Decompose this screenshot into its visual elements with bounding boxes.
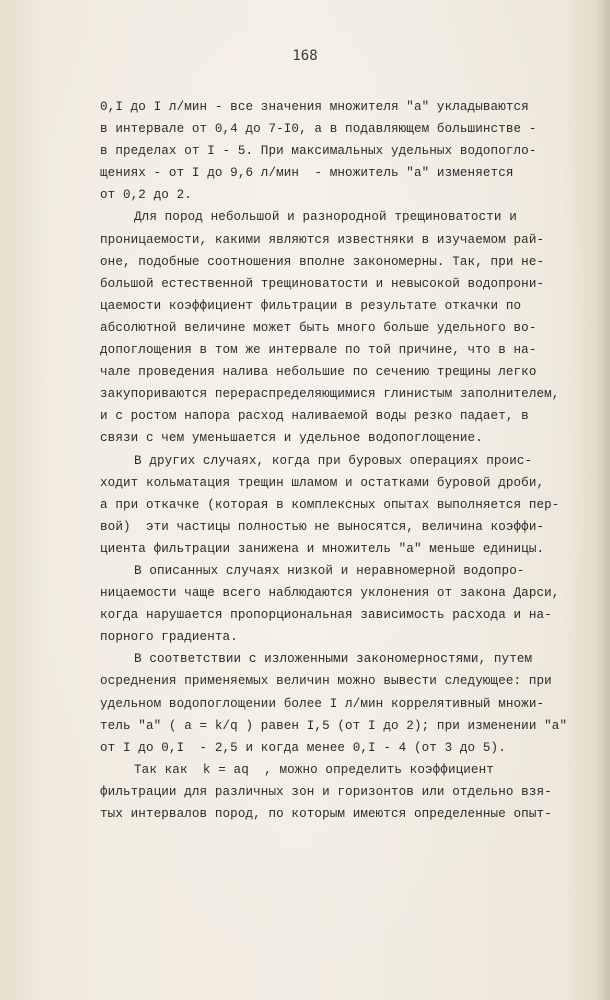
text-line: оне, подобные соотношения вполне закономерны. Так, при не- [100,254,545,269]
text-line: проницаемости, какими являются известняки в изучаемом рай- [100,232,545,247]
text-line: цаемости коэффициент фильтрации в результате откачки по [100,298,522,313]
text-line: и с ростом напора расход наливаемой воды резко падает, в [100,409,529,424]
text-line: В других случаях, когда при буровых операциях проис- [134,453,533,468]
text-line: в пределах от I - 5. При максимальных удельных водопогло- [100,144,537,159]
text-line: закупориваются перераспределяющимися глинистым заполнителем, [100,387,560,402]
text-line: в интервале от 0,4 до 7-I0, а в подавляющем большинстве - [100,122,537,137]
text-line: а при откачке (которая в комплексных опытах выполняется пер- [100,497,560,512]
text-line: ницаемости чаще всего наблюдаются уклонения от закона Дарси, [100,586,560,601]
text-line: вой) эти частицы полностью не выносятся, величина коэффи- [100,519,545,534]
text-line: Для пород небольшой и разнородной трещиноватости и [134,210,517,225]
text-line: В описанных случаях низкой и неравномерной водопро- [134,563,525,578]
text-line: осреднения применяемых величин можно вывести следующее: при [100,674,552,689]
text-line: от I до 0,I - 2,5 и когда менее 0,I - 4 (от 3 до 5). [100,740,506,755]
text-line: связи с чем уменьшается и удельное водопоглощение. [100,431,483,446]
text-line: абсолютной величине может быть много больше удельного во- [100,320,537,335]
text-line: циента фильтрации занижена и множитель "a" меньше единицы. [100,541,545,556]
text-line: 0,I до I л/мин - все значения множителя "a" укладываются [100,100,529,114]
text-line: щениях - от I до 9,6 л/мин - множитель "a" изменяется [100,166,514,181]
text-line: чале проведения налива небольшие по сечению трещины легко [100,365,537,380]
text-line: когда нарушается пропорциональная зависимость расхода и на- [100,608,552,623]
text-line: от 0,2 до 2. [100,188,192,203]
text-line: удельном водопоглощении более I л/мин коррелятивный множи- [100,696,545,711]
text-line: В соответствии с изложенными закономерностями, путем [134,652,533,667]
page-edge-shadow [596,0,610,1000]
text-line: тых интервалов пород, по которым имеются определенные опыт- [100,807,552,821]
text-line: фильтрации для различных зон и горизонтов или отдельно взя- [100,784,552,799]
text-line: допоглощения в том же интервале по той причине, что в на- [100,343,537,358]
body-text [100,96,590,825]
text-line: тель "a" ( a = k/q ) равен I,5 (от I до 2); при изменении "a" [100,718,568,733]
text-line: ходит кольматация трещин шламом и остатками буровой дроби, [100,475,545,490]
text-line: большой естественной трещиноватости и невысокой водопрони- [100,276,545,291]
text-line: порного градиента. [100,630,238,645]
page-number: 168 [292,48,318,64]
text-line: Так как k = aq , можно определить коэффициент [134,762,494,777]
